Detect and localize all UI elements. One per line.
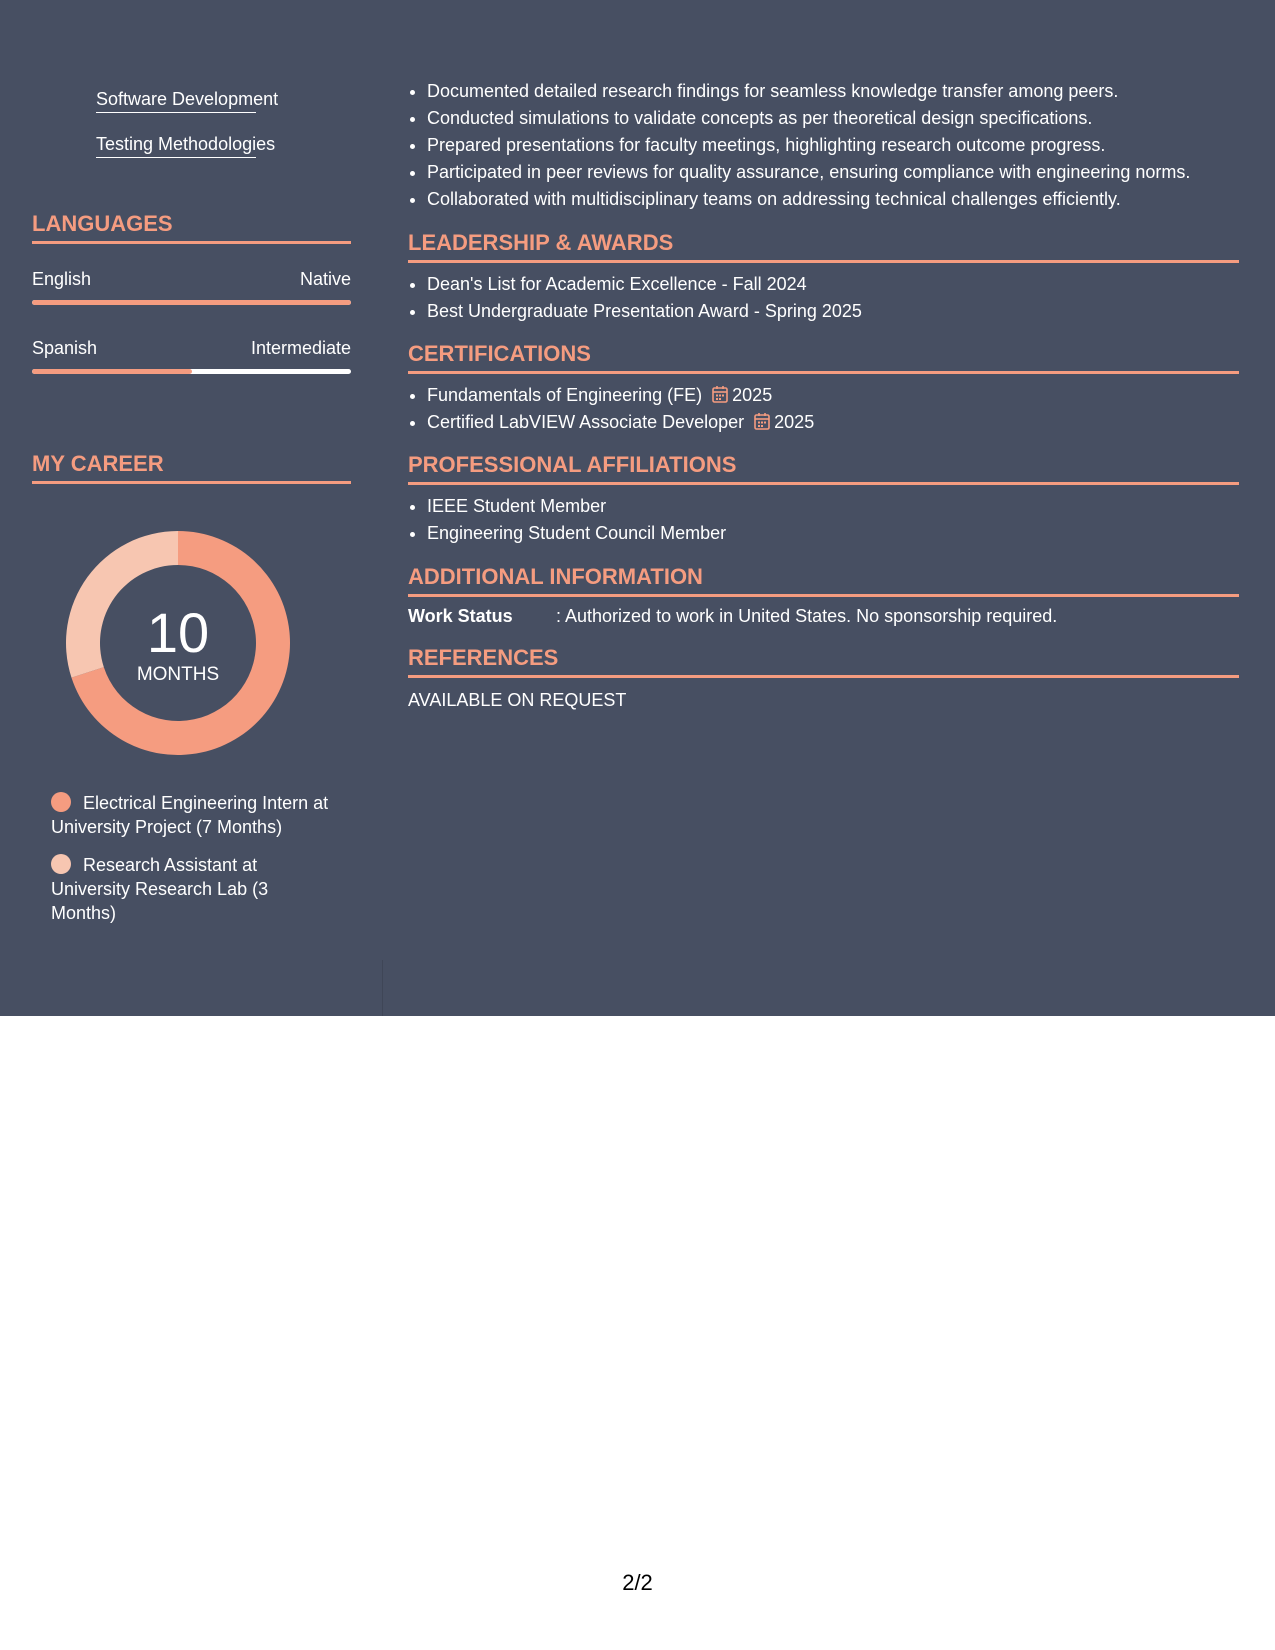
list-item: • Documented detailed research findings for seamless knowledge transfer among peers.	[427, 78, 1239, 105]
legend-dot-icon	[51, 854, 71, 874]
language-level: Native	[299, 269, 351, 289]
certification-year: 2025	[774, 412, 815, 432]
list-item	[427, 382, 1239, 409]
experience-bullets	[408, 78, 1239, 213]
skill-software-development: Software Development	[96, 88, 256, 113]
career-total-months: 10	[146, 601, 210, 664]
list-item: • Participated in peer reviews for quality assurance, ensuring compliance with engineering norms.	[427, 159, 1239, 186]
languages-heading: LANGUAGES	[32, 211, 351, 244]
page-number: 2/2	[622, 1570, 653, 1595]
work-status-value: : Authorized to work in United States. No sponsorship required.	[556, 606, 1058, 626]
list-item	[427, 409, 1239, 436]
references-value: AVAILABLE ON REQUEST	[408, 690, 627, 710]
certification-name: Certified LabVIEW Associate Developer	[427, 412, 745, 432]
language-proficiency-bar	[32, 300, 351, 305]
career-legend-item	[51, 791, 331, 839]
legend-label: Research Assistant at University Research Lab (3 Months)	[51, 855, 269, 923]
language-proficiency-fill	[32, 300, 351, 305]
language-proficiency-bar	[32, 369, 351, 374]
language-name: English	[32, 269, 92, 289]
certifications-heading: CERTIFICATIONS	[408, 341, 1239, 374]
list-item: • Collaborated with multidisciplinary teams on addressing technical challenges efficiently.	[427, 186, 1239, 213]
certification-name: Fundamentals of Engineering (FE)	[427, 385, 703, 405]
language-name: Spanish	[32, 338, 98, 358]
legend-label: Electrical Engineering Intern at University Project (7 Months)	[51, 793, 329, 837]
list-item: • Best Undergraduate Presentation Award - Spring 2025	[427, 298, 1239, 325]
leadership-heading: LEADERSHIP & AWARDS	[408, 230, 1239, 263]
list-item: • Engineering Student Council Member	[427, 520, 1239, 547]
sidebar	[32, 0, 351, 1016]
certification-year: 2025	[732, 385, 773, 405]
list-item: • Prepared presentations for faculty meetings, highlighting research outcome progress.	[427, 132, 1239, 159]
affiliations-heading: PROFESSIONAL AFFILIATIONS	[408, 452, 1239, 485]
calendar-icon	[754, 412, 770, 430]
legend-dot-icon	[51, 792, 71, 812]
career-legend-item	[51, 853, 281, 925]
language-level: Intermediate	[250, 338, 351, 358]
affiliations-list	[408, 493, 1239, 547]
list-item: • IEEE Student Member	[427, 493, 1239, 520]
references-heading: REFERENCES	[408, 645, 1239, 678]
work-status-label: Work Status	[408, 606, 513, 626]
list-item: • Dean's List for Academic Excellence - Fall 2024	[427, 271, 1239, 298]
list-item: • Conducted simulations to validate concepts as per theoretical design specifications.	[427, 105, 1239, 132]
language-proficiency-fill	[32, 369, 192, 374]
column-divider	[382, 960, 383, 1016]
calendar-icon	[712, 385, 728, 403]
leadership-list	[408, 271, 1239, 325]
career-total-unit: MONTHS	[136, 664, 220, 685]
certifications-list	[408, 382, 1239, 436]
additional-info-heading: ADDITIONAL INFORMATION	[408, 564, 1239, 597]
career-heading: MY CAREER	[32, 451, 351, 484]
skill-testing-methodologies: Testing Methodologies	[96, 133, 256, 158]
